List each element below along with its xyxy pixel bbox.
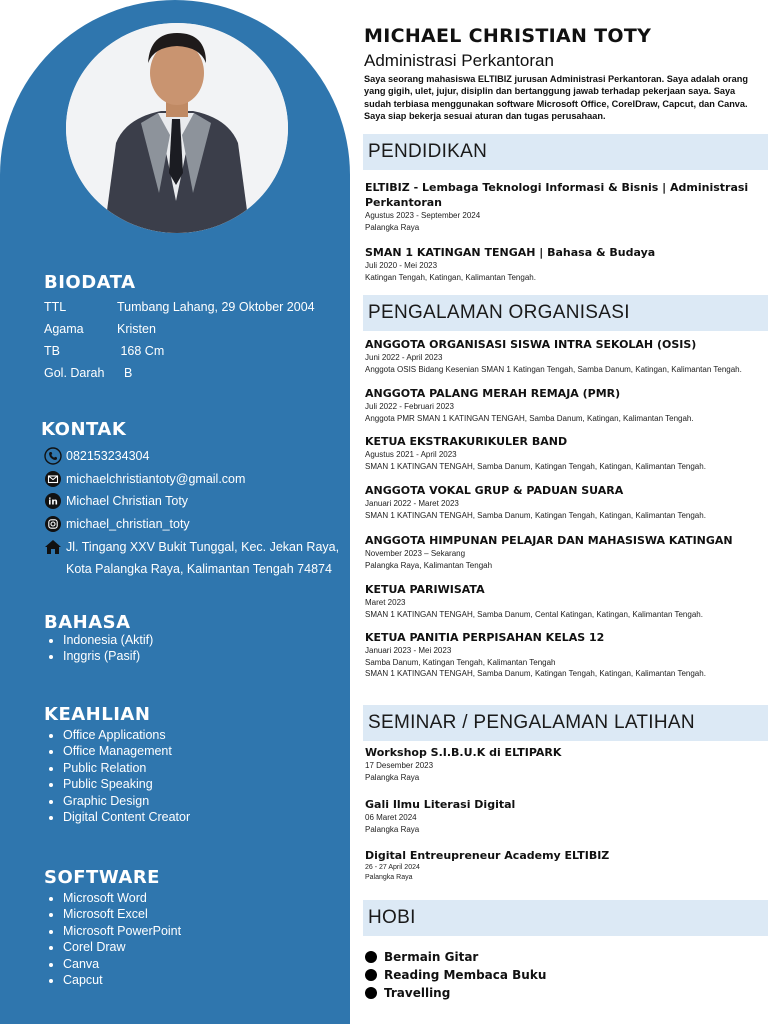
item-title: ELTIBIZ - Lembaga Teknologi Informasi & Bisnis | Administrasi Perkantoran	[365, 181, 749, 209]
hobby-item	[365, 986, 450, 1000]
phone-icon	[44, 447, 62, 465]
keahlian-list	[48, 727, 190, 825]
bahasa-heading: BAHASA	[44, 612, 131, 633]
contact-phone-text: 082153234304	[66, 449, 150, 463]
biodata-heading: BIODATA	[44, 272, 136, 293]
biodata-row-agama	[44, 322, 156, 336]
home-icon	[44, 538, 62, 556]
bahasa-list	[48, 632, 153, 665]
biodata-row-tb	[44, 344, 164, 358]
item-date: November 2023 – Sekarang	[365, 549, 466, 558]
biodata-label: Agama	[44, 322, 84, 336]
contact-address-line2: Kota Palangka Raya, Kalimantan Tengah 74874	[66, 562, 332, 576]
list-item: • Canva	[63, 956, 181, 972]
contact-phone[interactable]	[44, 447, 149, 465]
item-title: ANGGOTA HIMPUNAN PELAJAR DAN MAHASISWA KATINGAN	[365, 534, 733, 547]
seminar-item	[365, 745, 768, 783]
list-item: • Indonesia (Aktif)	[63, 632, 153, 648]
seminar-item	[365, 848, 768, 882]
bullet-icon	[365, 987, 377, 999]
contact-linkedin-text: Michael Christian Toty	[66, 494, 189, 508]
organization-item	[365, 582, 768, 620]
item-date: Januari 2023 - Mei 2023	[365, 646, 452, 655]
hobby-text: Reading Membaca Buku	[384, 968, 547, 982]
item-desc: SMAN 1 KATINGAN TENGAH, Samba Danum, Katingan Tengah, Katingan, Kalimantan Tengah.	[365, 510, 706, 520]
item-desc: Samba Danum, Katingan Tengah, Kalimantan Tengah	[365, 657, 556, 667]
item-title: KETUA PANITIA PERPISAHAN KELAS 12	[365, 631, 605, 644]
contact-email-text: michaelchristiantoty@gmail.com	[66, 472, 246, 486]
item-date: Agustus 2021 - April 2023	[365, 450, 457, 459]
profile-role: Administrasi Perkantoran	[364, 51, 554, 70]
hobby-text: Travelling	[384, 986, 451, 1000]
section-title: PENGALAMAN ORGANISASI	[368, 302, 630, 323]
profile-name: MICHAEL CHRISTIAN TOTY	[364, 25, 652, 47]
biodata-value: Kristen	[117, 322, 156, 336]
list-item: • Digital Content Creator	[63, 809, 190, 825]
contact-address	[44, 538, 339, 556]
contact-instagram-text: michael_christian_toty	[66, 517, 190, 531]
seminar-item	[365, 797, 768, 835]
list-item: • Public Relation	[63, 760, 190, 776]
list-item: • Office Management	[63, 743, 190, 759]
item-location: Palangka Raya	[365, 824, 420, 834]
contact-email[interactable]	[44, 470, 245, 488]
item-desc: Anggota PMR SMAN 1 KATINGAN TENGAH, Samba Danum, Katingan, Kalimantan Tengah.	[365, 413, 694, 423]
linkedin-icon	[44, 492, 62, 510]
item-desc: Palangka Raya, Kalimantan Tengah	[365, 560, 493, 570]
item-title: ANGGOTA ORGANISASI SISWA INTRA SEKOLAH (OSIS)	[365, 338, 697, 351]
list-item: • Capcut	[63, 972, 181, 988]
item-date: Januari 2022 - Maret 2023	[365, 499, 459, 508]
biodata-row-ttl	[44, 300, 315, 314]
item-title: ANGGOTA VOKAL GRUP & PADUAN SUARA	[365, 484, 624, 497]
svg-text:in: in	[48, 497, 58, 508]
hobby-item	[365, 950, 478, 964]
education-item	[365, 180, 768, 233]
biodata-value: B	[117, 366, 133, 380]
organization-item	[365, 483, 768, 521]
item-date: 17 Desember 2023	[365, 761, 434, 770]
item-date: Juli 2022 - Februari 2023	[365, 402, 454, 411]
hobby-text: Bermain Gitar	[384, 950, 479, 964]
hobi-section-header	[363, 900, 768, 936]
organization-item	[365, 630, 768, 680]
bullet-icon	[365, 951, 377, 963]
item-location: Palangka Raya	[365, 222, 420, 232]
profile-summary: Saya seorang mahasiswa ELTIBIZ jurusan Administrasi Perkantoran. Saya adalah orang yang gigih, ulet, jujur, disiplin dan bertanggung jawab terhadap pekerjaan saya. Saya sudah terbiasa menggunakan software Microsoft Office, CorelDraw, Capcut, dan Canva. Saya siap bekerja sesuai aturan dan tugas perusahaan.	[364, 74, 748, 122]
item-title: Gali Ilmu Literasi Digital	[365, 798, 516, 811]
list-item: • Graphic Design	[63, 793, 190, 809]
item-title: SMAN 1 KATINGAN TENGAH | Bahasa & Budaya	[365, 246, 656, 259]
pendidikan-section-header	[363, 134, 768, 170]
item-desc: SMAN 1 KATINGAN TENGAH, Samba Danum, Cental Katingan, Katingan, Kalimantan Tengah.	[365, 609, 703, 619]
item-date: 06 Maret 2024	[365, 813, 417, 822]
item-location: Katingan Tengah, Katingan, Kalimantan Tengah.	[365, 272, 536, 282]
contact-address-text: Jl. Tingang XXV Bukit Tunggal, Kec. Jekan Raya,	[66, 540, 340, 554]
biodata-label: TB	[44, 344, 60, 358]
item-title: KETUA PARIWISATA	[365, 583, 485, 596]
organization-item	[365, 337, 768, 375]
item-title: ANGGOTA PALANG MERAH REMAJA (PMR)	[365, 387, 621, 400]
hobby-item	[365, 968, 546, 982]
email-icon	[44, 470, 62, 488]
list-item: • Microsoft Word	[63, 890, 181, 906]
contact-instagram[interactable]	[44, 515, 190, 533]
list-item: • Inggris (Pasif)	[63, 648, 153, 664]
item-location: Palangka Raya	[365, 772, 420, 782]
seminar-section-header	[363, 705, 768, 741]
section-title: SEMINAR / PENGALAMAN LATIHAN	[368, 712, 695, 733]
kontak-heading: KONTAK	[41, 419, 127, 440]
biodata-value: Tumbang Lahang, 29 Oktober 2004	[117, 300, 315, 314]
biodata-value: 168 Cm	[117, 344, 165, 358]
profile-photo	[66, 23, 288, 233]
organisasi-section-header	[363, 295, 768, 331]
bullet-icon	[365, 969, 377, 981]
list-item: • Microsoft Excel	[63, 906, 181, 922]
item-title: Workshop S.I.B.U.K di ELTIPARK	[365, 746, 562, 759]
biodata-label: Gol. Darah	[44, 366, 105, 380]
item-desc: SMAN 1 KATINGAN TENGAH, Samba Danum, Katingan Tengah, Katingan, Kalimantan Tengah.	[365, 669, 706, 678]
item-desc: Anggota OSIS Bidang Kesenian SMAN 1 Katingan Tengah, Samba Danum, Katingan, Kalimantan Tengah.	[365, 364, 742, 374]
software-list	[48, 890, 181, 988]
item-date: 26 - 27 April 2024	[365, 864, 420, 871]
keahlian-heading: KEAHLIAN	[44, 704, 151, 725]
item-title: KETUA EKSTRAKURIKULER BAND	[365, 435, 568, 448]
organization-item	[365, 533, 768, 571]
contact-linkedin[interactable]	[44, 492, 188, 510]
biodata-label: TTL	[44, 300, 67, 314]
biodata-row-goldarah	[44, 366, 132, 380]
item-desc: SMAN 1 KATINGAN TENGAH, Samba Danum, Katingan Tengah, Katingan, Kalimantan Tengah.	[365, 461, 706, 471]
list-item: • Public Speaking	[63, 776, 190, 792]
list-item: • Microsoft PowerPoint	[63, 923, 181, 939]
item-date: Juli 2020 - Mei 2023	[365, 261, 438, 270]
organization-item	[365, 434, 768, 472]
item-date: Juni 2022 - April 2023	[365, 353, 443, 362]
item-location: Palangka Raya	[365, 873, 413, 881]
item-title: Digital Entreupreneur Academy ELTIBIZ	[365, 849, 610, 862]
instagram-icon	[44, 515, 62, 533]
item-date: Agustus 2023 - September 2024	[365, 211, 481, 220]
software-heading: SOFTWARE	[44, 867, 160, 888]
organization-item	[365, 386, 768, 424]
section-title: HOBI	[368, 907, 416, 928]
item-date: Maret 2023	[365, 598, 406, 607]
list-item: • Corel Draw	[63, 939, 181, 955]
section-title: PENDIDIKAN	[368, 141, 488, 162]
list-item: • Office Applications	[63, 727, 190, 743]
education-item	[365, 245, 768, 283]
